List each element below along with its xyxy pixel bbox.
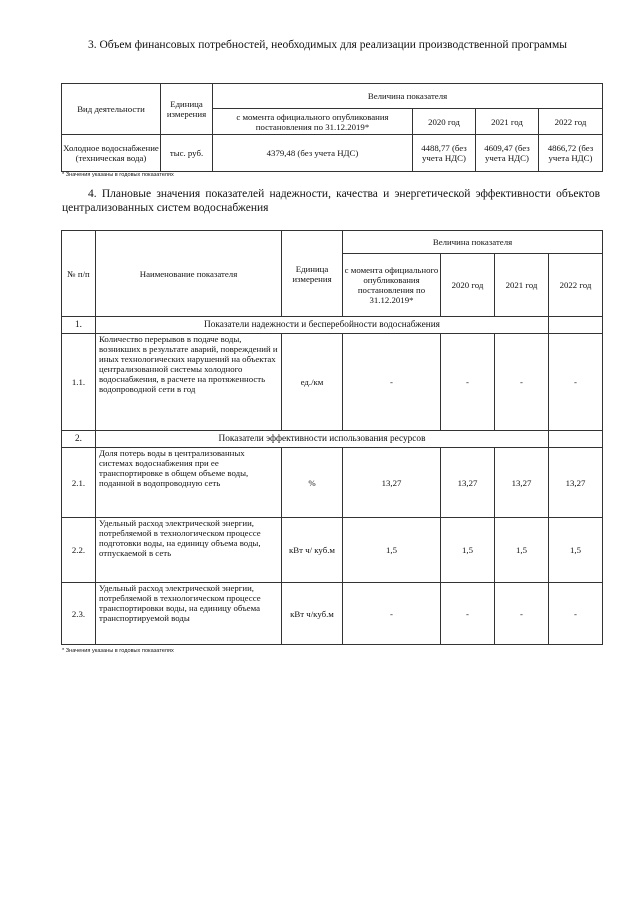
header-value: Величина показателя [213,84,603,109]
header-2022: 2022 год [549,254,603,317]
row2-2-2021: 1,5 [495,518,549,583]
table-row [62,334,603,431]
cell-unit: тыс. руб. [161,135,213,172]
row2-2-name: Удельный расход электрической энергии, потребляемой в технологическом процессе подготовки воды, на единицу объема воды, отпускаемой в сеть [96,518,282,583]
section4-heading-text: 4. Плановые значения показателей надежности, качества и энергетической эффективности объектов централизованных систем водоснабжения [62,188,600,214]
section3-heading-text: 3. Объем финансовых потребностей, необходимых для реализации производственной программы [88,39,567,51]
cell-since: 4379,48 (без учета НДС) [213,135,413,172]
row2-3-unit: кВт ч/куб.м [282,583,343,645]
section2-num: 2. [62,431,96,448]
row2-1-unit: % [282,448,343,518]
section-row [62,431,603,448]
section3-heading [62,38,600,52]
row1-1-unit: ед./км [282,334,343,431]
header-2020: 2020 год [413,109,476,135]
section3-footnote: * Значения указаны в годовых показателях [62,172,174,178]
row2-1-name: Доля потерь воды в централизованных системах водоснабжения при ее транспортировке в общем объеме воды, поданной в водопроводную сеть [96,448,282,518]
header-2021: 2021 год [495,254,549,317]
table-row [62,448,603,518]
header-unit: Единица измерения [161,84,213,135]
section4-heading [62,187,600,215]
row1-1-since: - [343,334,441,431]
row2-3-since: - [343,583,441,645]
row1-1-name: Количество перерывов в подаче воды, возникших в результате аварий, повреждений и иных технологических нарушений на объектах централизованной системы холодного водоснабжения, в расчете на протяженность водопроводной сети в год [96,334,282,431]
financial-needs-table [61,83,603,172]
section1-title: Показатели надежности и бесперебойности водоснабжения [96,317,549,334]
row2-2-2022: 1,5 [549,518,603,583]
row2-1-2022: 13,27 [549,448,603,518]
row2-2-unit: кВт ч/ куб.м [282,518,343,583]
row2-3-name: Удельный расход электрической энергии, потребляемой в технологическом процессе транспортировки воды, на единицу объема транспортируемой воды [96,583,282,645]
row2-2-num: 2.2. [62,518,96,583]
header-name: Наименование показателя [96,231,282,317]
row2-3-num: 2.3. [62,583,96,645]
header-value: Величина показателя [343,231,603,254]
table-row [62,135,603,172]
indicators-table [61,230,603,645]
section1-num: 1. [62,317,96,334]
header-since: с момента официального опубликования постановления по 31.12.2019* [343,254,441,317]
row2-1-2020: 13,27 [441,448,495,518]
cell-2022: 4866,72 (без учета НДС) [539,135,603,172]
header-2020: 2020 год [441,254,495,317]
header-2021: 2021 год [476,109,539,135]
cell-activity: Холодное водоснабжение (техническая вода) [62,135,161,172]
header-activity: Вид деятельности [62,84,161,135]
header-unit: Единица измерения [282,231,343,317]
row1-1-2022: - [549,334,603,431]
row2-1-2021: 13,27 [495,448,549,518]
section1-empty-cell [549,317,603,334]
header-2022: 2022 год [539,109,603,135]
table-row [62,518,603,583]
row2-2-2020: 1,5 [441,518,495,583]
header-since: с момента официального опубликования постановления по 31.12.2019* [213,109,413,135]
cell-2021: 4609,47 (без учета НДС) [476,135,539,172]
row2-1-num: 2.1. [62,448,96,518]
row2-3-2021: - [495,583,549,645]
section-row [62,317,603,334]
header-num: № п/п [62,231,96,317]
row2-3-2020: - [441,583,495,645]
cell-2020: 4488,77 (без учета НДС) [413,135,476,172]
row1-1-num: 1.1. [62,334,96,431]
section2-title: Показатели эффективности использования ресурсов [96,431,549,448]
row2-3-2022: - [549,583,603,645]
section2-empty-cell [549,431,603,448]
table-row [62,583,603,645]
row2-2-since: 1,5 [343,518,441,583]
section4-footnote: * Значения указаны в годовых показателях [62,648,174,654]
row2-1-since: 13,27 [343,448,441,518]
row1-1-2021: - [495,334,549,431]
row1-1-2020: - [441,334,495,431]
